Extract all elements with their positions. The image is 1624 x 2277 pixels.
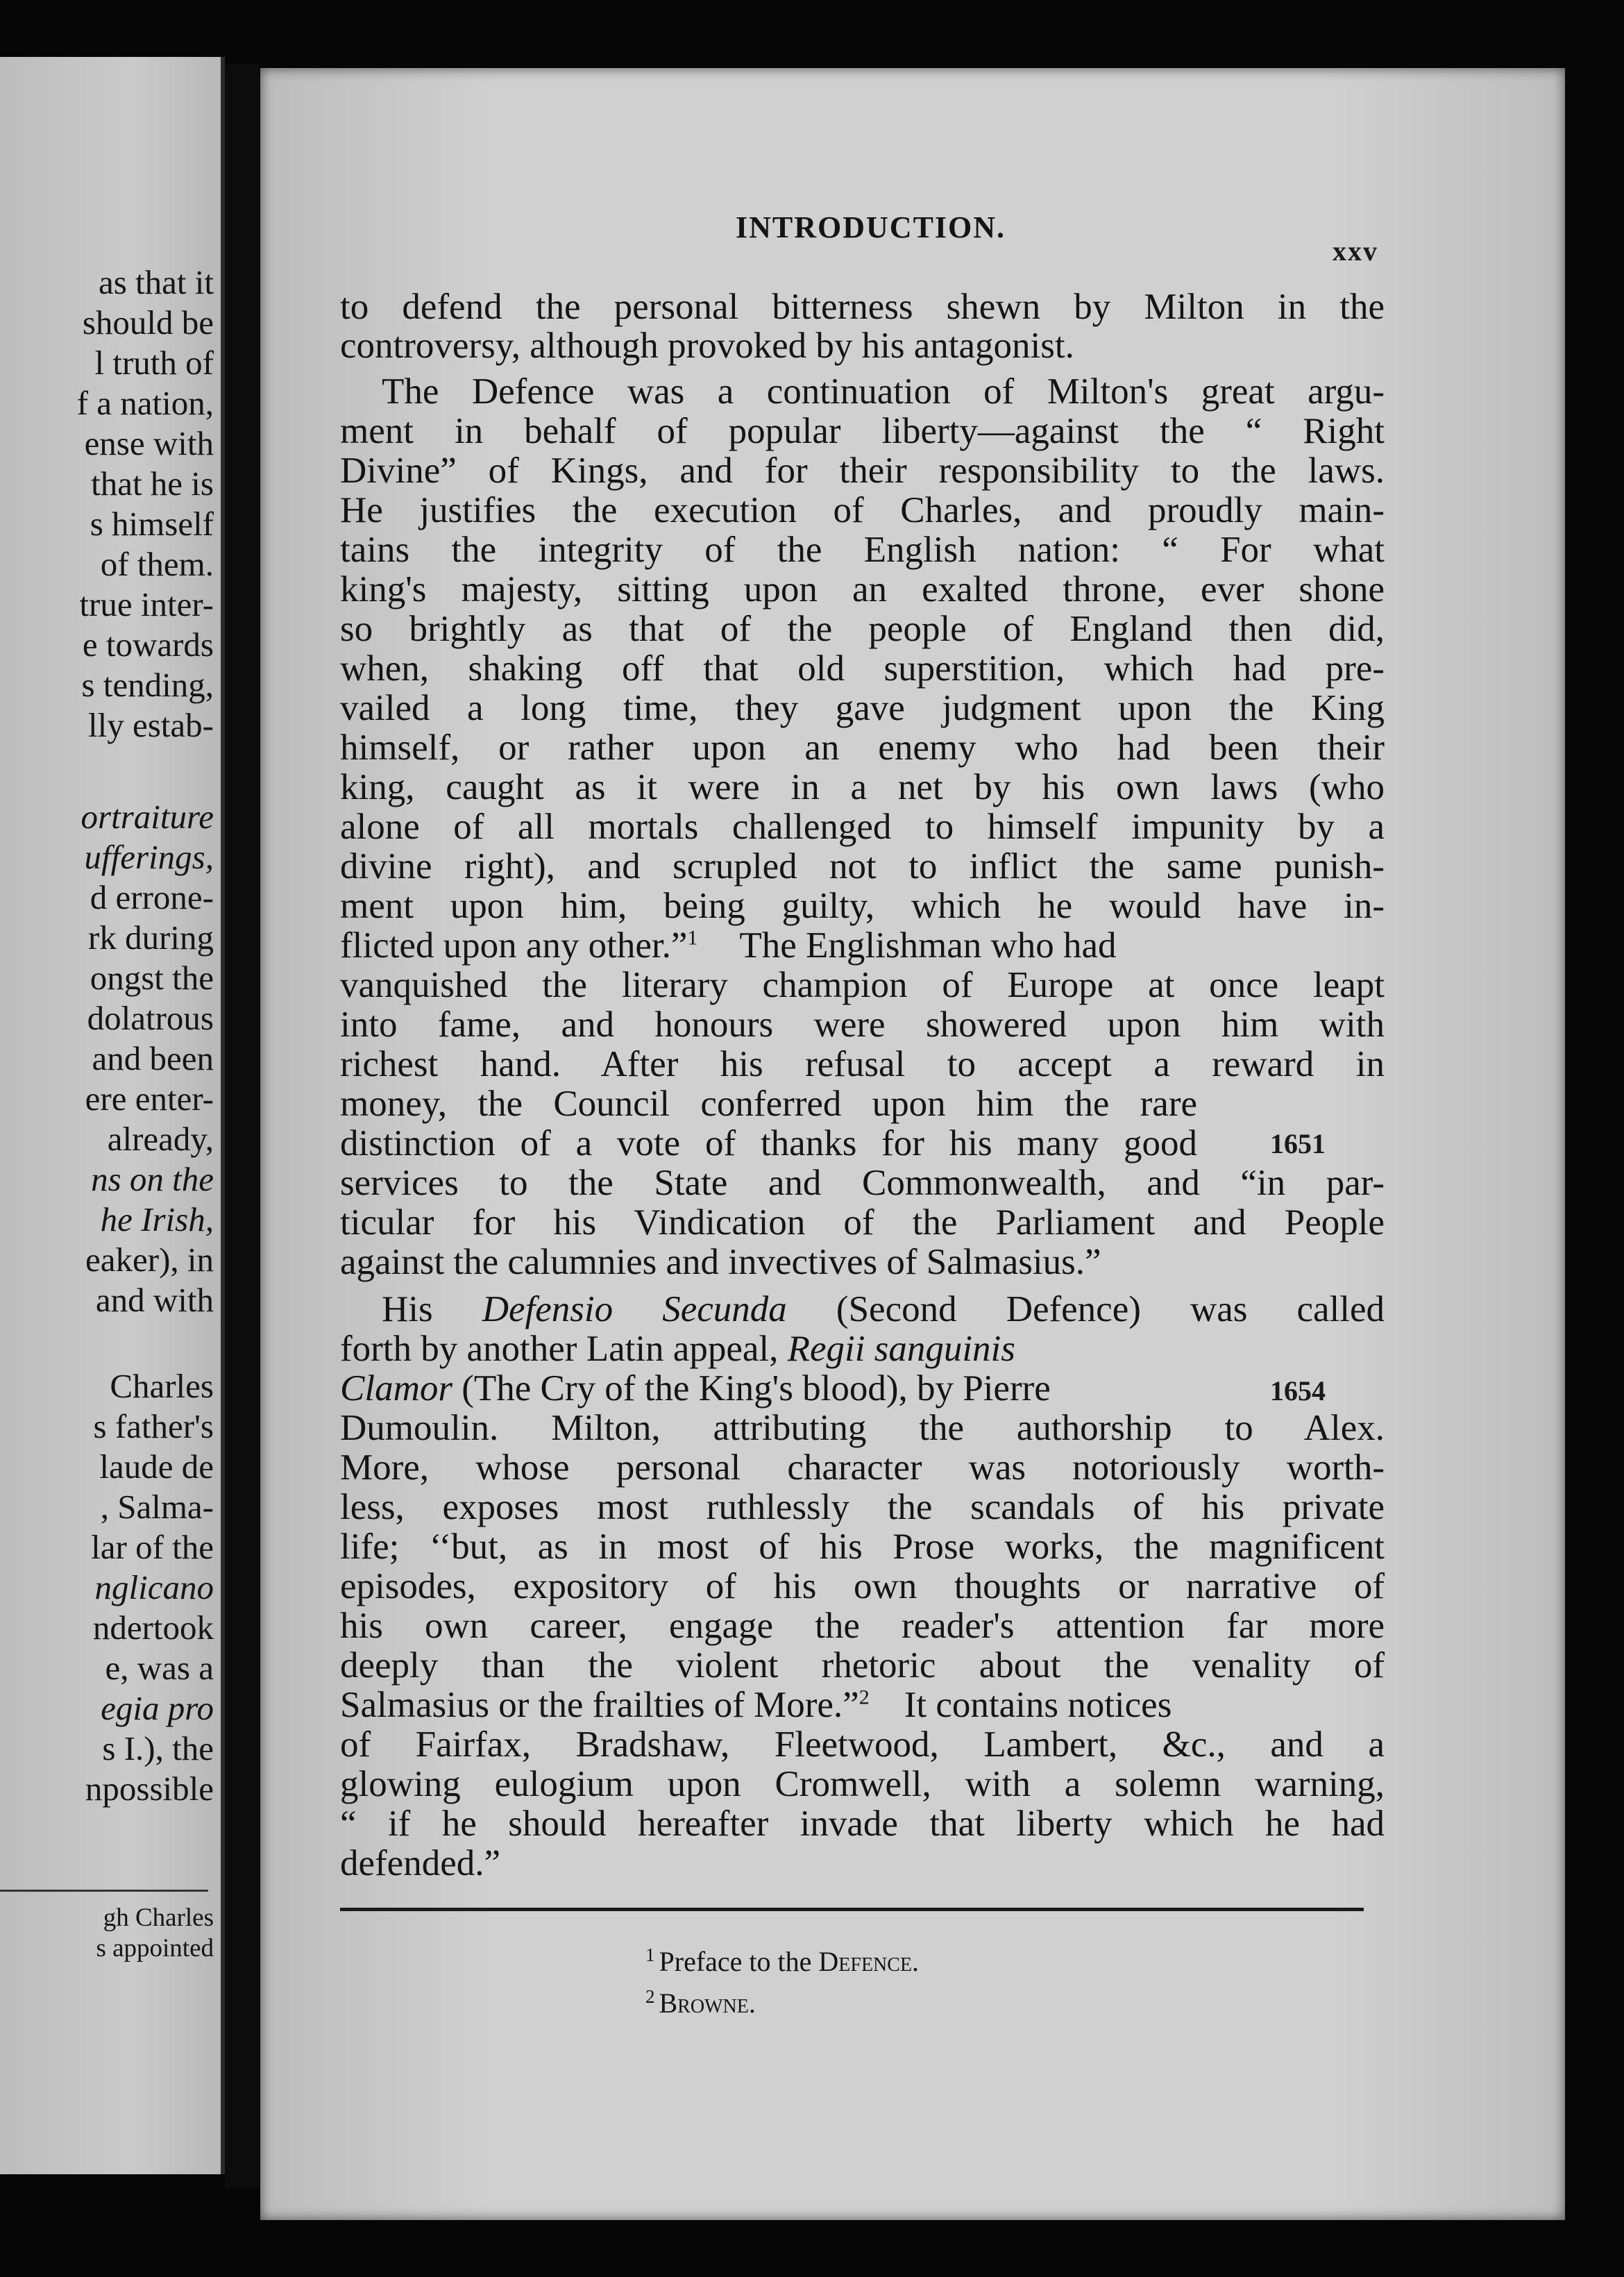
book-title-defensio: Defensio Secunda [482, 1289, 787, 1329]
left-page-line: that he is [91, 464, 214, 503]
footnote-mark: 2 [858, 1686, 870, 1709]
body-line [340, 1687, 1172, 1724]
left-page-line: as that it [98, 263, 214, 301]
body-line [340, 1331, 1197, 1368]
left-page-line: , Salma- [100, 1488, 214, 1526]
left-page-line: s father's [93, 1407, 214, 1445]
left-page-line: npossible [85, 1770, 214, 1808]
body-line-text: The Englishman who had [739, 925, 1117, 966]
left-page-line: already, [107, 1120, 214, 1158]
left-page-line: laude de [99, 1447, 214, 1486]
body-line: to defend the personal bitterness shewn by Milton in the [340, 287, 1385, 327]
body-line: so brightly as that of the people of England then did, [340, 609, 1385, 649]
body-line: controversy, although provoked by his antagonist. [340, 326, 1074, 366]
body-line: less, exposes most ruthlessly the scandals of his private [340, 1487, 1385, 1527]
footnote-mark: 1 [687, 926, 698, 950]
left-page-line: s himself [90, 505, 214, 543]
left-footnote-rule [0, 1890, 208, 1892]
left-page-line: lly estab- [88, 706, 214, 744]
body-line: deeply than the violent rhetoric about the venality of [340, 1645, 1385, 1686]
body-line: richest hand. After his refusal to accept a reward in [340, 1044, 1385, 1084]
body-line: his own career, engage the reader's attention far more [340, 1606, 1385, 1646]
body-line: glowing eulogium upon Cromwell, with a solemn warning, [340, 1764, 1385, 1804]
body-line: life; ‘‘but, as in most of his Prose works, the magnificent [340, 1527, 1385, 1567]
body-line: vailed a long time, they gave judgment upon the King [340, 688, 1385, 728]
body-line: ment in behalf of popular liberty—against the “ Right [340, 411, 1385, 451]
footnote-source-title: Defence. [818, 1946, 920, 1977]
left-page-line: eaker), in [85, 1241, 214, 1279]
left-page-line: and with [95, 1281, 214, 1319]
body-line: king, caught as it were in a net by his own laws (who [340, 767, 1385, 807]
body-line: ment upon him, being guilty, which he would have in- [340, 886, 1385, 926]
margin-date: 1654 [1270, 1375, 1326, 1406]
body-line: defended.” [340, 1843, 500, 1883]
binding-gutter [225, 64, 260, 2188]
footnote-rule [340, 1908, 1364, 1911]
body-line-text: flicted upon any other.” [340, 925, 688, 966]
left-page-line: rk during [88, 918, 214, 957]
body-line: episodes, expository of his own thoughts or narrative of [340, 1566, 1385, 1606]
body-line: money, the Council conferred upon him the rare [340, 1084, 1197, 1124]
left-page-line: ndertook [92, 1608, 214, 1647]
body-line: The Defence was a continuation of Milton's great argu- [382, 371, 1385, 412]
footnote-text: Preface to the [659, 1946, 812, 1977]
left-page-line: ere enter- [85, 1079, 214, 1118]
left-footnote-line: gh Charles [103, 1904, 214, 1932]
left-page-line: egia pro [101, 1689, 214, 1727]
main-page [260, 68, 1565, 2220]
left-page-line: should be [82, 303, 214, 342]
left-page-line: ense with [84, 424, 214, 462]
body-line-text: (The Cry of the King's blood), by Pierre [462, 1368, 1051, 1409]
left-page-line: nglicano [94, 1568, 214, 1606]
body-line: Dumoulin. Milton, attributing the authorship to Alex. [340, 1408, 1385, 1448]
left-page-line: and been [92, 1039, 214, 1077]
left-page-line: d errone- [90, 878, 214, 916]
body-line: into fame, and honours were showered upon him with [340, 1005, 1385, 1045]
left-page-line: ns on the [91, 1160, 214, 1198]
body-line: alone of all mortals challenged to himself impunity by a [340, 807, 1385, 847]
left-page-line: Charles [110, 1367, 214, 1405]
left-page-line: true inter- [79, 585, 214, 623]
left-page-line: s I.), the [102, 1729, 214, 1767]
body-line: when, shaking off that old superstition, which had pre- [340, 648, 1385, 689]
body-line-text: (Second Defence) was called [836, 1289, 1385, 1329]
margin-date: 1651 [1270, 1128, 1326, 1159]
body-line: of Fairfax, Bradshaw, Fleetwood, Lambert, &c., and a [340, 1724, 1385, 1765]
body-line: tains the integrity of the English nation: “ For what [340, 530, 1385, 570]
footnote-source-title: Browne. [659, 1988, 756, 2019]
body-line-text: forth by another Latin appeal, [340, 1329, 779, 1369]
body-line: services to the State and Commonwealth, and “in par- [340, 1163, 1385, 1203]
footnote-2 [645, 1985, 756, 2019]
body-line: More, whose personal character was notoriously worth- [340, 1447, 1385, 1488]
left-facing-page [0, 57, 225, 2174]
left-page-line: ongst the [90, 959, 214, 997]
body-line [340, 927, 1117, 964]
body-line: against the calumnies and invectives of Salmasius.” [340, 1242, 1101, 1282]
body-line-text: Salmasius or the frailties of More.” [340, 1685, 859, 1725]
left-page-line: he Irish, [100, 1200, 214, 1238]
left-page-line: lar of the [91, 1528, 214, 1566]
left-page-line: ortraiture [81, 798, 214, 836]
body-line: king's majesty, sitting upon an exalted throne, ever shone [340, 569, 1385, 610]
page-number: xxv [1333, 235, 1378, 267]
left-page-line: e towards [82, 625, 214, 664]
left-page-line: e, was a [105, 1649, 214, 1687]
body-line: divine right), and scrupled not to inflict the same punish- [340, 846, 1385, 887]
body-line: distinction of a vote of thanks for his many good [340, 1123, 1197, 1163]
body-line: vanquished the literary champion of Europe at once leapt [340, 965, 1385, 1005]
left-page-line: ufferings, [84, 838, 214, 876]
left-page-line: l truth of [94, 344, 214, 382]
left-page-line: dolatrous [87, 999, 214, 1037]
footnote-number: 1 [645, 1944, 655, 1965]
left-page-line: f a nation, [76, 384, 214, 422]
body-line-text: It contains notices [904, 1685, 1172, 1725]
running-title: INTRODUCTION. [736, 210, 1006, 244]
book-title-clamor: Clamor [340, 1368, 452, 1409]
body-line: He justifies the execution of Charles, and proudly main- [340, 490, 1385, 530]
footnote-number: 2 [645, 1985, 655, 2007]
body-line [382, 1291, 1385, 1328]
body-line: Divine” of Kings, and for their responsibility to the laws. [340, 451, 1385, 491]
body-line [340, 1370, 1197, 1407]
body-line-text: His [382, 1289, 433, 1329]
footnote-1 [645, 1944, 920, 1977]
body-line: ticular for his Vindication of the Parliament and People [340, 1202, 1385, 1243]
body-line: “ if he should hereafter invade that liberty which he had [340, 1804, 1385, 1844]
book-title-regii: Regii sanguinis [787, 1329, 1015, 1369]
left-page-line: s tending, [81, 666, 214, 704]
left-page-line: of them. [100, 545, 214, 583]
body-line: himself, or rather upon an enemy who had been their [340, 728, 1385, 768]
left-footnote-line: s appointed [96, 1934, 214, 1963]
